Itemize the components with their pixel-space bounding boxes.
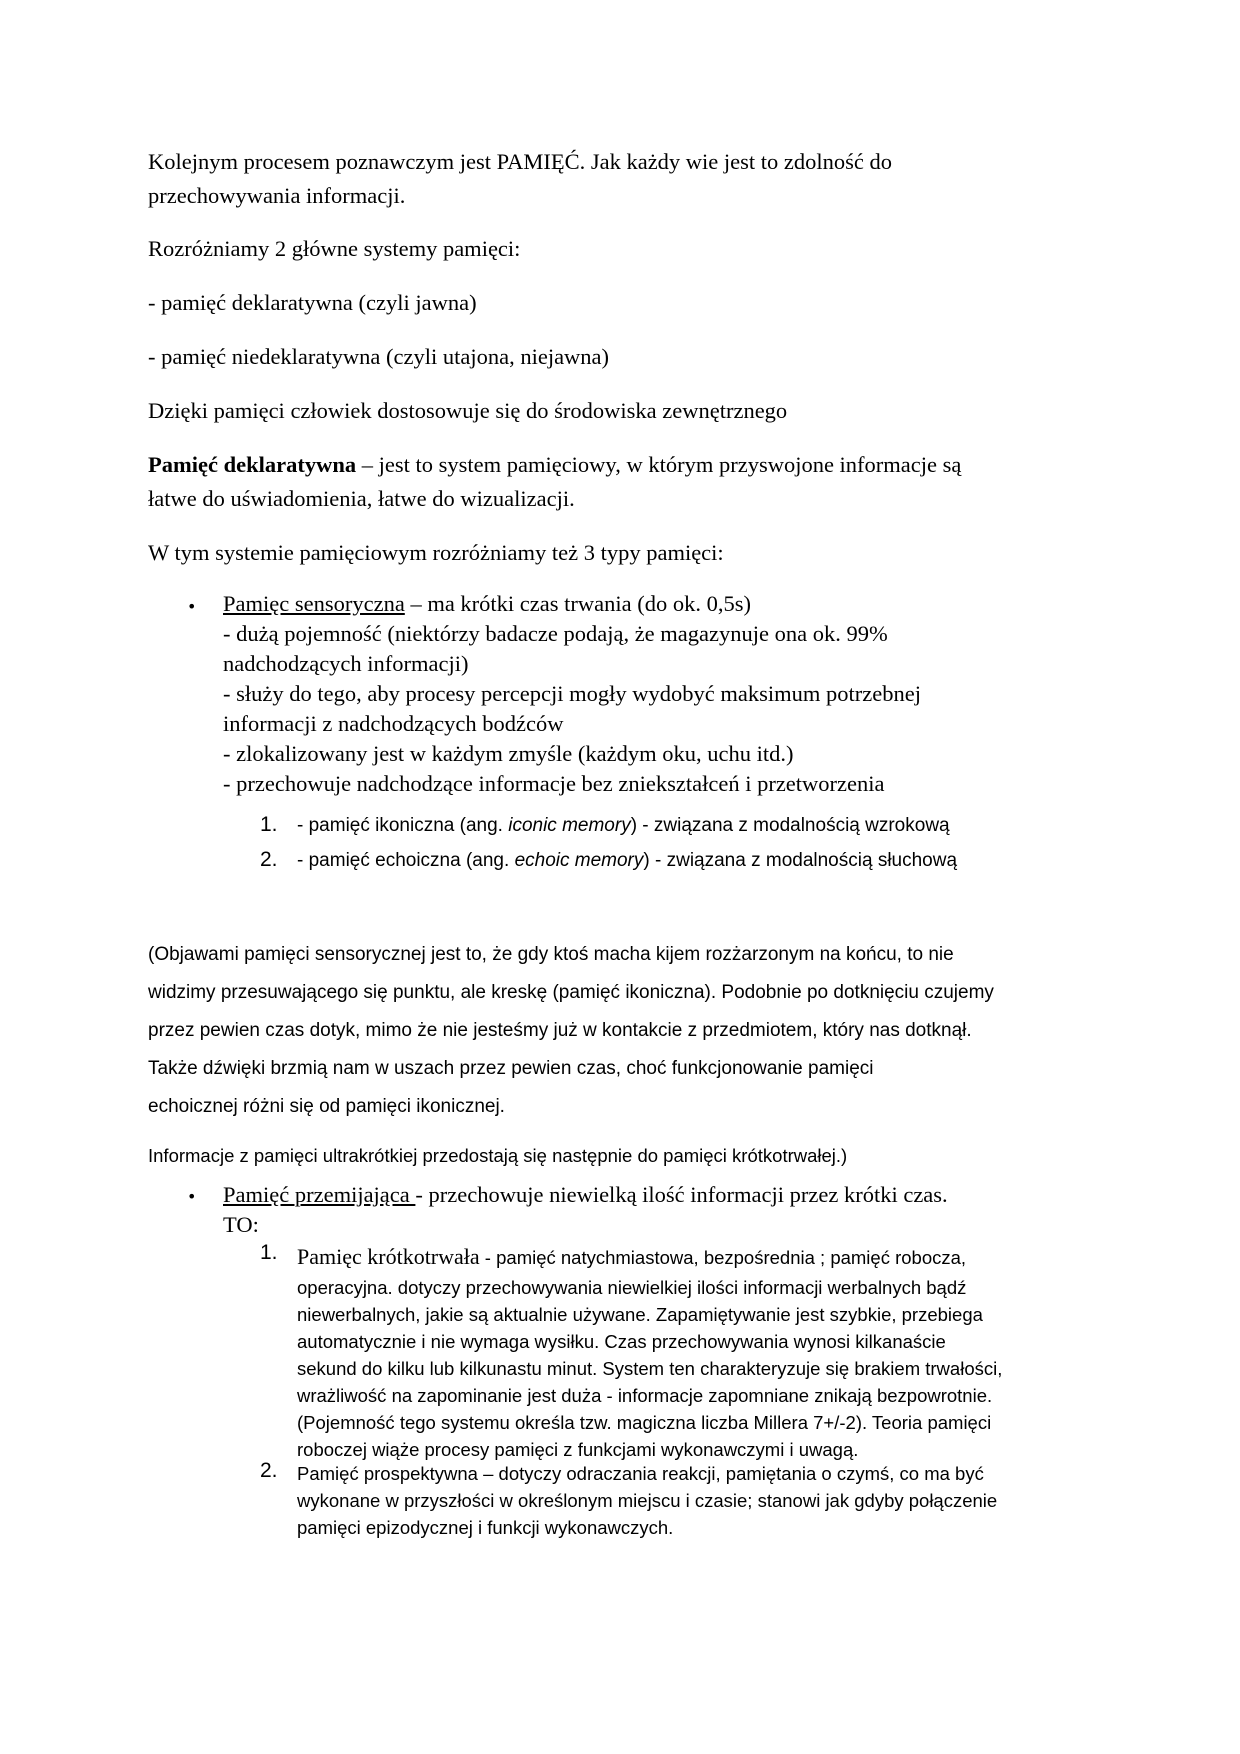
subtype-echoic-term: echoic memory bbox=[514, 850, 644, 871]
subtype-iconic bbox=[297, 815, 950, 837]
bullet-transitional: • bbox=[187, 1187, 197, 1206]
transitional-title-rest: - przechowuje niewielką ilość informacji przez krótki czas. bbox=[415, 1182, 948, 1207]
sensory-line-3: - służy do tego, aby procesy percepcji mogły wydobyć maksimum potrzebnej bbox=[223, 681, 921, 706]
short-term-line-5: sekund do kilku lub kilkunastu minut. System ten charakteryzuje się brakiem trwałości, bbox=[297, 1358, 1003, 1379]
note-line-4: Także dźwięki brzmią nam w uszach przez pewien czas, choć funkcjonowanie pamięci bbox=[148, 1058, 874, 1079]
transfer-line: Informacje z pamięci ultrakrótkiej przedostają się następnie do pamięci krótkotrwałej.) bbox=[148, 1145, 848, 1166]
prospective-line-3: pamięci epizodycznej i funkcji wykonawczych. bbox=[297, 1517, 674, 1538]
types-heading: W tym systemie pamięciowym rozróżniamy też 3 typy pamięci: bbox=[148, 540, 724, 565]
transitional-line-2: TO: bbox=[223, 1212, 259, 1237]
sensory-block bbox=[223, 589, 921, 799]
subtype-echoic-before: - pamięć echoiczna (ang. bbox=[297, 850, 515, 871]
prospective-memory-item bbox=[297, 1460, 997, 1541]
subtype-echoic bbox=[297, 850, 957, 872]
note-line-2: widzimy przesuwającego się punktu, ale kreskę (pamięć ikoniczna). Podobnie po dotknięciu czujemy bbox=[148, 982, 994, 1003]
sensory-title: Pamięc sensoryczna bbox=[223, 591, 405, 616]
sensory-line-1: - dużą pojemność (niektórzy badacze podają, że magazynuje ona ok. 99% bbox=[223, 621, 888, 646]
subtype-iconic-before: - pamięć ikoniczna (ang. bbox=[297, 815, 509, 836]
short-term-line-8: roboczej wiąże procesy pamięci z funkcjami wykonawczymi i uwagą. bbox=[297, 1439, 859, 1460]
short-term-line-1: - pamięć natychmiastowa, bezpośrednia ; pamięć robocza, bbox=[479, 1247, 967, 1268]
sensory-line-6: - przechowuje nadchodzące informacje bez zniekształceń i przetworzenia bbox=[223, 771, 885, 796]
note-line-5: echoicznej różni się od pamięci ikonicznej. bbox=[148, 1096, 505, 1117]
declarative-definition bbox=[148, 448, 961, 516]
subtype-iconic-term: iconic memory bbox=[508, 815, 631, 836]
bullet-sensory: • bbox=[187, 597, 197, 616]
short-term-memory-item bbox=[297, 1240, 1002, 1463]
declarative-term: Pamięć deklaratywna bbox=[148, 452, 357, 477]
note-paragraph bbox=[148, 936, 994, 1126]
transitional-title: Pamięć przemijająca bbox=[223, 1182, 416, 1207]
subtype-number-1: 1. bbox=[260, 813, 278, 836]
environment-line: Dzięki pamięci człowiek dostosowuje się do środowiska zewnętrznego bbox=[148, 398, 788, 423]
subtype-echoic-after: ) - związana z modalnością słuchową bbox=[643, 850, 958, 871]
intro-line-2: przechowywania informacji. bbox=[148, 183, 406, 208]
intro-line-1: Kolejnym procesem poznawczym jest PAMIĘĆ. Jak każdy wie jest to zdolność do bbox=[148, 149, 893, 174]
subtype-iconic-after: ) - związana z modalnością wzrokową bbox=[630, 815, 950, 836]
transitional-block bbox=[223, 1180, 948, 1240]
systems-heading: Rozróżniamy 2 główne systemy pamięci: bbox=[148, 236, 521, 261]
declarative-def-line-1: – jest to system pamięciowy, w którym przyswojone informacje są bbox=[356, 452, 962, 477]
sensory-line-4: informacji z nadchodzących bodźców bbox=[223, 711, 564, 736]
transitional-number-2: 2. bbox=[260, 1459, 278, 1482]
note-line-1: (Objawami pamięci sensorycznej jest to, że gdy ktoś macha kijem rozżarzonym na końcu, to nie bbox=[148, 944, 954, 965]
subtype-number-2: 2. bbox=[260, 848, 278, 871]
short-term-line-7: (Pojemność tego systemu określa tzw. magiczna liczba Millera 7+/-2). Teoria pamięci bbox=[297, 1412, 992, 1433]
short-term-lead: Pamięc krótkotrwała bbox=[297, 1244, 480, 1269]
sensory-line-2: nadchodzących informacji) bbox=[223, 651, 469, 676]
short-term-line-6: wrażliwość na zapominanie jest duża - informacje zapomniane znikają bezpowrotnie. bbox=[297, 1385, 993, 1406]
note-line-3: przez pewien czas dotyk, mimo że nie jesteśmy już w kontakcie z przedmiotem, który nas dotknął. bbox=[148, 1020, 972, 1041]
system-item-nondeclarative: - pamięć niedeklaratywna (czyli utajona, niejawna) bbox=[148, 344, 610, 369]
transitional-number-1: 1. bbox=[260, 1241, 278, 1264]
prospective-line-1: Pamięć prospektywna – dotyczy odraczania reakcji, pamiętania o czymś, co ma być bbox=[297, 1463, 984, 1484]
short-term-line-3: niewerbalnych, jakie są aktualnie używane. Zapamiętywanie jest szybkie, przebiega bbox=[297, 1304, 983, 1325]
short-term-line-2: operacyjna. dotyczy przechowywania niewielkiej ilości informacji werbalnych bądź bbox=[297, 1277, 967, 1298]
declarative-def-line-2: łatwe do uświadomienia, łatwe do wizualizacji. bbox=[148, 486, 575, 511]
system-item-declarative: - pamięć deklaratywna (czyli jawna) bbox=[148, 290, 477, 315]
intro-paragraph bbox=[148, 145, 892, 213]
short-term-line-4: automatycznie i nie wymaga wysiłku. Czas przechowywania wynosi kilkanaście bbox=[297, 1331, 946, 1352]
sensory-title-rest: – ma krótki czas trwania (do ok. 0,5s) bbox=[404, 591, 751, 616]
sensory-line-5: - zlokalizowany jest w każdym zmyśle (każdym oku, uchu itd.) bbox=[223, 741, 794, 766]
prospective-line-2: wykonane w przyszłości w określonym miejscu i czasie; stanowi jak gdyby połączenie bbox=[297, 1490, 998, 1511]
